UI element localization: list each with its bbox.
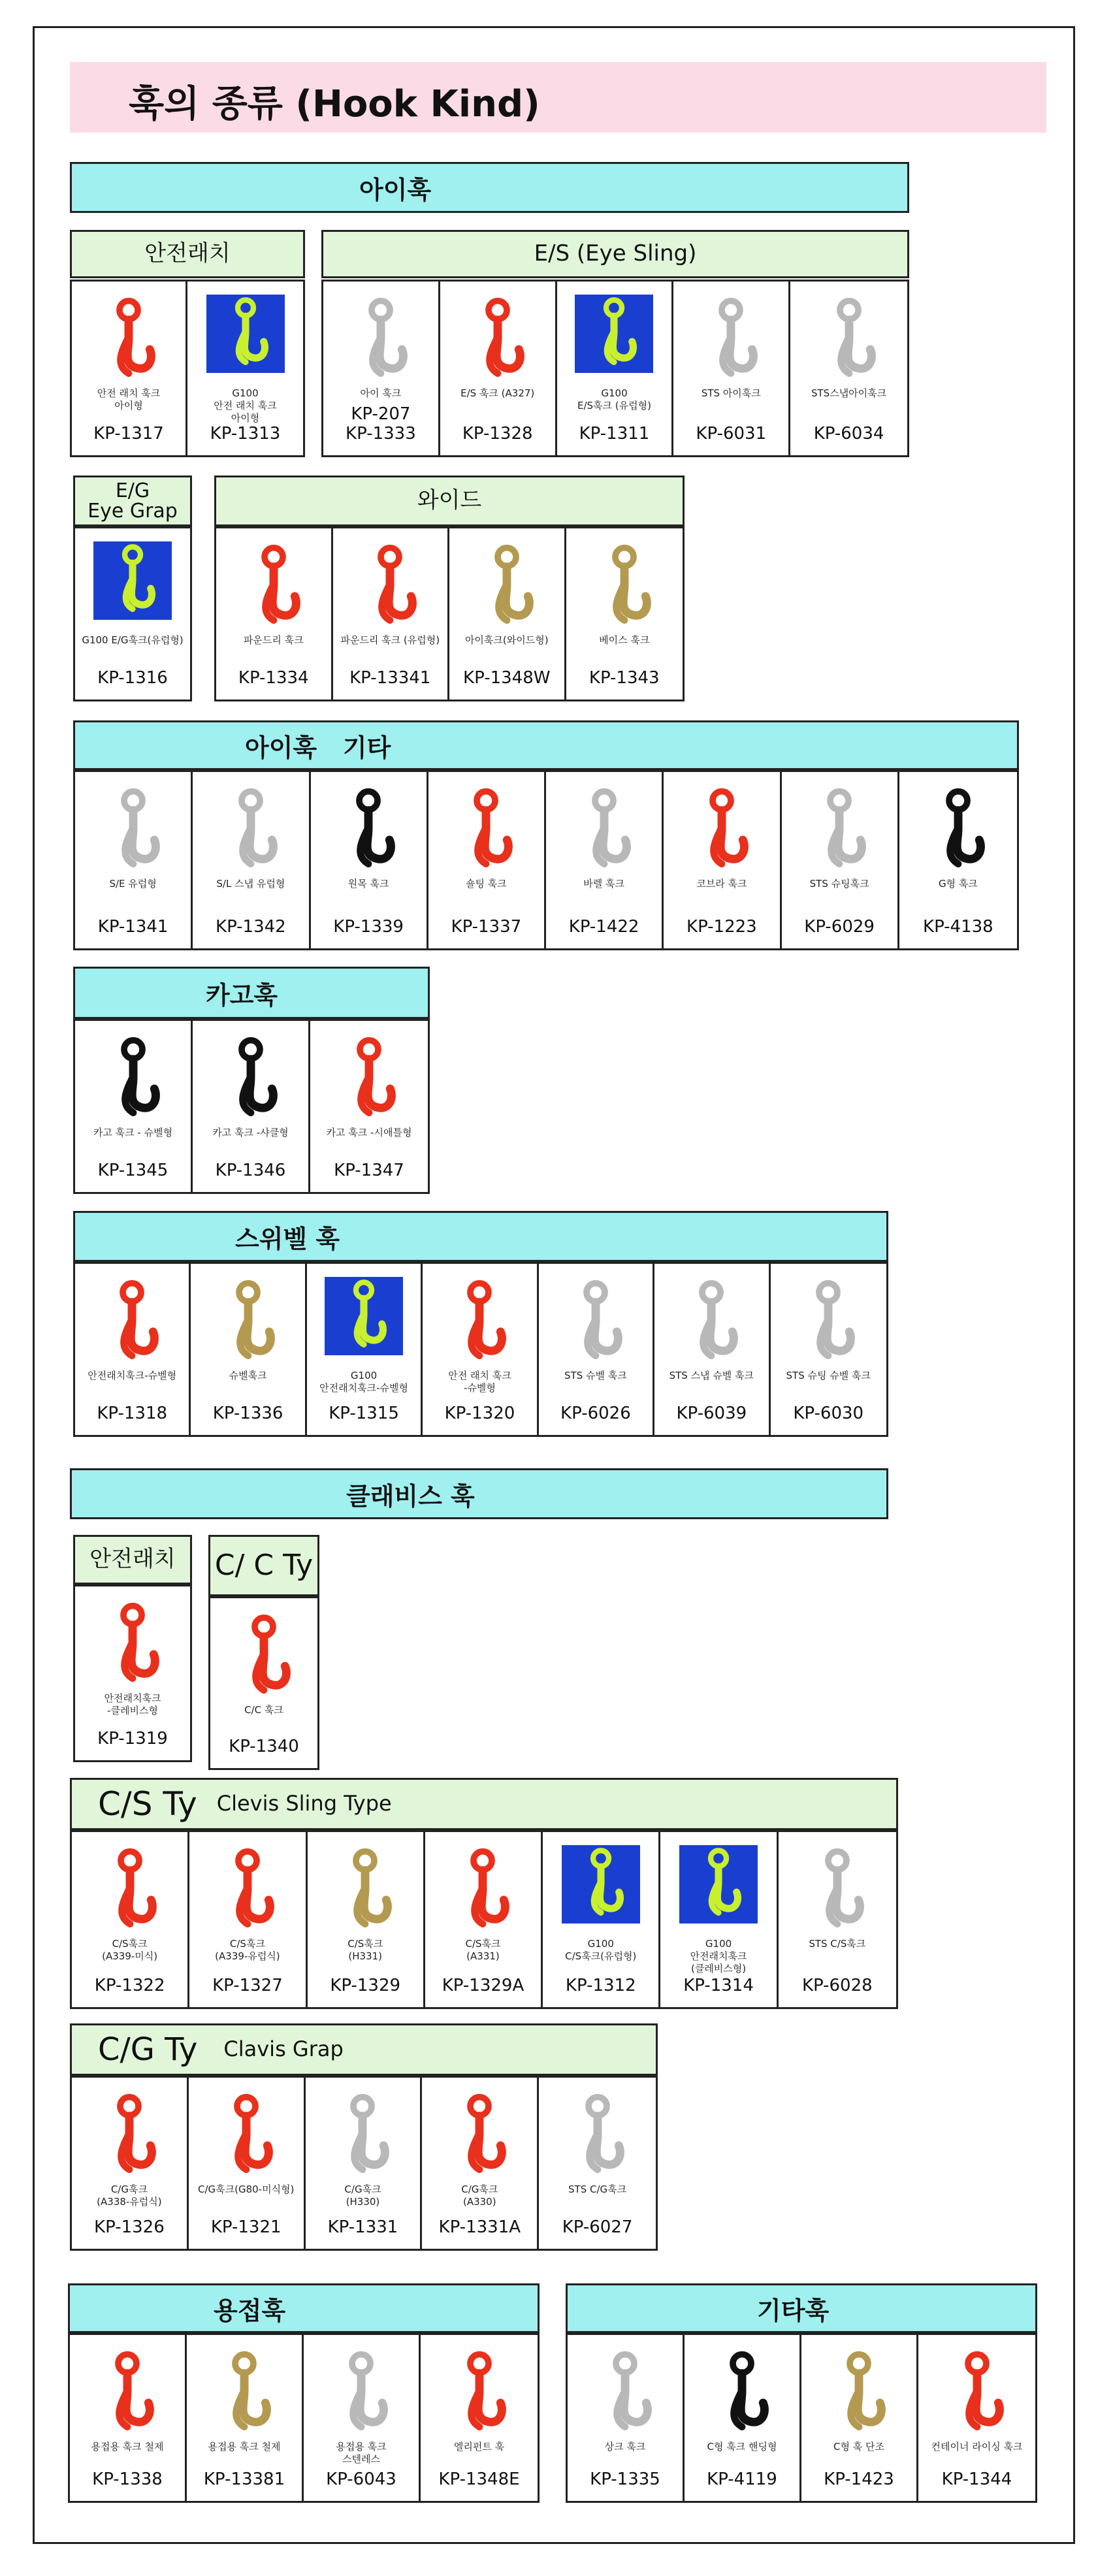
- silver-se-hook-icon: [97, 785, 169, 877]
- gold-swivel-hook-icon: [212, 1277, 284, 1368]
- product-code: KP-1342: [216, 917, 286, 937]
- product-description: 용접용 훅크 철제: [208, 2441, 281, 2453]
- red-foundry-hook-icon: [354, 541, 426, 633]
- product-description: C/S훅크 (A339-유럽식): [215, 1938, 280, 1962]
- product-description: STS 슈팅훅크: [809, 878, 869, 890]
- black-log-hook-icon: [332, 785, 404, 877]
- product-cell: [440, 282, 557, 455]
- grid-g3: [73, 526, 192, 701]
- product-description: G100 C/S훅크(유럽형): [565, 1938, 637, 1962]
- gold-cs-hook-icon: [329, 1845, 401, 1937]
- product-code: KP-1321: [210, 2217, 282, 2237]
- product-code: KP-1327: [212, 1976, 283, 1995]
- section-title: 용접훅: [214, 2296, 286, 2325]
- product-code: KP-1319: [97, 1729, 168, 1748]
- product-description: 코브라 훅크: [696, 878, 747, 890]
- product-description: S/E 유럽형: [109, 878, 157, 890]
- product-description: STS C/G훅크: [568, 2183, 627, 2195]
- product-cell: [189, 1832, 307, 2007]
- product-cell: [654, 1264, 770, 1435]
- green-clevis-latch-hook-icon: [679, 1845, 758, 1924]
- grid-g13: [566, 2333, 1037, 2503]
- product-description: 카고 훅크 - 슈벨형: [93, 1127, 173, 1138]
- product-cell: [187, 2335, 304, 2501]
- gold-wide-hook-icon: [471, 541, 543, 633]
- product-cell: [790, 282, 907, 455]
- product-cell: [75, 528, 190, 700]
- category-wide: 와이드: [214, 475, 685, 526]
- red-swivel-latch-hook-icon: [96, 1277, 168, 1368]
- product-cell: [72, 282, 187, 455]
- product-description: 상크 훅크: [604, 2441, 646, 2453]
- section-title: 스위벨 훅: [235, 1224, 340, 1253]
- section-title: 아이훅: [359, 175, 432, 204]
- section-swivel: [73, 1211, 888, 1262]
- product-code: KP-1320: [444, 1404, 515, 1423]
- product-description: 슈벨훅크: [229, 1370, 267, 1381]
- product-description: STS스냅아이훅크: [811, 387, 887, 399]
- product-description: C/G훅크 (H330): [344, 2183, 381, 2208]
- product-cell: [311, 772, 428, 948]
- category-cs-label: C/S Ty: [98, 1784, 197, 1823]
- product-code: KP-1335: [590, 2470, 660, 2489]
- product-cell: [899, 772, 1017, 948]
- product-code: KP-1314: [683, 1976, 754, 1995]
- product-description: G100 E/S훅크 (유럽형): [577, 387, 651, 411]
- grid-g12: [68, 2333, 540, 2503]
- product-code: KP-1315: [329, 1404, 399, 1423]
- silver-cg-hook-icon: [327, 2091, 398, 2182]
- product-description: 안전 래치 훅크 -슈벨형: [448, 1370, 511, 1394]
- grid-g2: [321, 280, 909, 457]
- product-code: KP-1311: [579, 424, 650, 443]
- product-code: KP-1331A: [438, 2217, 521, 2237]
- green-cs-hook-icon: [562, 1845, 640, 1924]
- stainless-shooting-swivel-hook-icon: [792, 1277, 864, 1368]
- gold-weld-hook-icon: [208, 2348, 280, 2439]
- product-description: 베이스 훅크: [599, 634, 650, 646]
- silver-eye-hook-icon: [345, 295, 417, 386]
- product-cell: [428, 772, 546, 948]
- grid-g9: [208, 1596, 319, 1770]
- product-cell: [216, 528, 333, 700]
- product-cell: [187, 282, 303, 455]
- product-description: STS 아이훅크: [701, 387, 761, 399]
- product-description: STS 슈벨 훅크: [564, 1370, 627, 1381]
- product-description: 아이 훅크: [360, 387, 402, 399]
- grid-g5: [73, 770, 1019, 950]
- green-swivel-latch-hook-icon: [325, 1277, 403, 1355]
- grid-g4: [214, 526, 685, 701]
- red-cg-hook-icon: [93, 2091, 165, 2182]
- grid-g11: [70, 2076, 658, 2251]
- black-c-hook-icon: [706, 2348, 778, 2439]
- product-description: C/C 훅크: [244, 1704, 283, 1716]
- product-code: KP-1331: [327, 2217, 398, 2237]
- product-code: KP-1345: [97, 1161, 169, 1180]
- product-code: KP-1347: [334, 1161, 404, 1180]
- category-clevis-latch: 안전래치: [73, 1535, 192, 1585]
- product-cell: [918, 2335, 1035, 2501]
- product-code: KP-1346: [215, 1161, 286, 1180]
- product-code: KP-6039: [676, 1404, 747, 1423]
- product-cell: [423, 1264, 538, 1435]
- product-code: KP-6028: [801, 1976, 873, 1995]
- product-cell: [664, 772, 781, 948]
- product-description: C/G훅크 (A338-유럽식): [97, 2183, 162, 2208]
- product-cell: [449, 528, 566, 700]
- green-eye-latch-hook-icon: [206, 295, 285, 373]
- section-cargo: [73, 967, 430, 1019]
- green-eye-grab-hook-icon: [93, 541, 172, 620]
- product-code: KP-4138: [923, 917, 993, 937]
- red-clevis-latch-hook-icon: [97, 1600, 169, 1691]
- product-code: KP-1339: [333, 917, 404, 937]
- product-description: 바렐 훅크: [583, 878, 624, 890]
- product-description: 안전 래치 훅크 아이형: [97, 387, 161, 411]
- product-code: KP-1341: [97, 917, 169, 937]
- section-clevis: [70, 1468, 888, 1519]
- product-code: KP-207 KP-1333: [346, 404, 416, 443]
- red-cs-hook-icon: [447, 1845, 519, 1937]
- product-code: KP-1316: [97, 668, 168, 688]
- green-eye-hook-icon: [575, 295, 653, 373]
- silver-shank-hook-icon: [589, 2348, 661, 2439]
- silver-sl-snap-hook-icon: [215, 785, 287, 877]
- product-cell: [191, 1264, 306, 1435]
- stainless-snap-eye-hook-icon: [813, 295, 885, 386]
- stainless-swivel-hook-icon: [560, 1277, 632, 1368]
- product-code: KP-6026: [560, 1404, 631, 1423]
- product-code: KP-6029: [804, 917, 875, 937]
- stainless-weld-hook-icon: [325, 2348, 397, 2439]
- product-code: KP-1318: [97, 1404, 168, 1423]
- product-code: KP-1322: [94, 1976, 165, 1995]
- product-code: KP-1329A: [442, 1976, 524, 1995]
- product-code: KP-6043: [326, 2470, 396, 2489]
- category-cg-label: C/G Ty: [98, 2031, 198, 2068]
- category-ct: C/ C Ty: [208, 1535, 319, 1596]
- gold-base-hook-icon: [589, 541, 660, 633]
- product-cell: [323, 282, 440, 455]
- product-cell: [333, 528, 450, 700]
- grid-g6: [73, 1019, 430, 1194]
- product-code: KP-1348E: [438, 2470, 520, 2489]
- product-code: KP-1422: [568, 917, 639, 937]
- grid-g7: [73, 1262, 888, 1437]
- product-description: C/S훅크 (A339-미식): [102, 1938, 158, 1962]
- black-cargo-shackle-hook-icon: [215, 1034, 287, 1125]
- product-description: STS C/S훅크: [809, 1938, 866, 1950]
- product-cell: [306, 2078, 423, 2249]
- product-description: C/S훅크 (H331): [347, 1938, 383, 1962]
- barrel-hook-icon: [568, 785, 640, 877]
- black-g-hook-icon: [922, 785, 994, 877]
- product-code: KP-1338: [92, 2470, 163, 2489]
- product-description: STS 스냅 슈벨 훅크: [669, 1370, 754, 1381]
- product-cell: [310, 1021, 428, 1192]
- product-cell: [422, 2078, 539, 2249]
- product-cell: [782, 772, 899, 948]
- category-cs: [70, 1778, 898, 1830]
- product-code: KP-6031: [696, 424, 767, 443]
- product-code: KP-13341: [349, 668, 431, 688]
- red-weld-hook-icon: [91, 2348, 163, 2439]
- product-cell: [557, 282, 674, 455]
- product-cell: [425, 1832, 543, 2007]
- product-description: G형 훅크: [938, 878, 978, 890]
- product-code: KP-1312: [565, 1976, 636, 1995]
- product-code: KP-1329: [330, 1976, 401, 1995]
- product-description: E/S 훅크 (A327): [460, 387, 535, 399]
- red-swivel-latch-hook-icon: [444, 1277, 515, 1368]
- red-container-lashing-hook-icon: [941, 2348, 1013, 2439]
- product-code: KP-1313: [210, 424, 281, 443]
- product-cell: [539, 1264, 654, 1435]
- product-cell: [70, 2335, 187, 2501]
- product-cell: [308, 1832, 425, 2007]
- category-safety-latch: 안전래치: [70, 230, 305, 278]
- product-cell: [660, 1832, 778, 2007]
- product-code: KP-6034: [813, 424, 884, 443]
- product-description: S/L 스냅 유럽형: [216, 878, 285, 890]
- product-cell: [72, 2078, 189, 2249]
- product-description: 컨테이너 라이싱 훅크: [931, 2441, 1023, 2453]
- product-description: C/S훅크 (A331): [465, 1938, 501, 1962]
- product-cell: [421, 2335, 538, 2501]
- product-code: KP-1336: [212, 1404, 283, 1423]
- section-title: 아이훅 기타: [245, 733, 391, 762]
- product-cell: [75, 772, 193, 948]
- product-description: G100 안전 래치 훅크 아이형: [214, 387, 277, 424]
- stainless-shooting-hook-icon: [803, 785, 875, 877]
- product-cell: [75, 1586, 190, 1760]
- stainless-eye-hook-icon: [695, 295, 767, 386]
- product-code: KP-1348W: [463, 668, 551, 688]
- red-cc-hook-icon: [228, 1611, 300, 1703]
- product-description: C/G훅크 (A330): [461, 2183, 498, 2208]
- product-code: KP-1344: [941, 2470, 1012, 2489]
- grid-g8: [73, 1585, 192, 1762]
- product-description: 파운드리 훅크 (유럽형): [340, 634, 440, 646]
- product-description: 엘리펀트 훅: [453, 2441, 505, 2453]
- red-eye-hook-icon: [462, 295, 534, 386]
- category-eg: E/G Eye Grap: [73, 475, 192, 526]
- product-code: KP-1328: [462, 424, 533, 443]
- product-code: KP-1223: [686, 917, 757, 937]
- stainless-snap-swivel-hook-icon: [675, 1277, 747, 1368]
- section-eye-etc: [73, 720, 1019, 770]
- stainless-cs-hook-icon: [801, 1845, 873, 1937]
- product-description: 용접용 훅크 철제: [91, 2441, 164, 2453]
- product-description: G100 안전래치훅크-슈벨형: [319, 1370, 408, 1394]
- product-description: 아이훅크(와이드형): [464, 634, 549, 646]
- product-code: KP-1343: [589, 668, 660, 688]
- product-cell: [304, 2335, 421, 2501]
- product-code: KP-4119: [707, 2470, 777, 2489]
- red-cobra-hook-icon: [686, 785, 758, 877]
- product-cell: [568, 2335, 685, 2501]
- product-code: KP-1317: [93, 424, 164, 443]
- product-cell: [543, 1832, 660, 2007]
- page-title: 훅의 종류 (Hook Kind): [129, 83, 540, 125]
- product-description: 안전래치훅크 -클레비스형: [104, 1692, 161, 1716]
- grid-g1: [70, 280, 305, 457]
- category-cs-sublabel: Clevis Sling Type: [216, 1791, 392, 1816]
- product-cell: [189, 2078, 306, 2249]
- product-cell: [193, 772, 310, 948]
- product-description: G100 E/G훅크(유럽형): [82, 634, 184, 646]
- section-title: 클래비스 훅: [346, 1481, 475, 1511]
- product-description: C/G훅크(G80-미식형): [197, 2183, 295, 2195]
- red-elephant-hook-icon: [444, 2348, 515, 2439]
- product-description: G100 안전래치훅크 (클레비스형): [690, 1938, 747, 1974]
- product-code: KP-1340: [229, 1737, 299, 1756]
- product-description: C형 훅크 핸딩형: [707, 2441, 777, 2453]
- product-cell: [72, 1832, 189, 2007]
- product-code: KP-1334: [238, 668, 309, 688]
- product-cell: [779, 1832, 896, 2007]
- product-description: 숄팅 훅크: [466, 878, 507, 890]
- product-description: 안전래치훅크-슈벨형: [88, 1370, 177, 1381]
- product-description: 파운드리 훅크: [243, 634, 304, 646]
- product-description: C형 훅 단조: [833, 2441, 884, 2453]
- category-cg: [70, 2023, 658, 2076]
- product-description: STS 슈팅 슈벨 훅크: [786, 1370, 871, 1381]
- product-description: 카고 훅크 -시애틀형: [326, 1127, 412, 1138]
- stainless-cg-hook-icon: [562, 2091, 634, 2182]
- product-code: KP-1337: [451, 917, 522, 937]
- red-cs-hook-icon: [212, 1845, 283, 1937]
- red-foundry-hook-icon: [238, 541, 310, 633]
- gold-c-hook-icon: [823, 2348, 895, 2439]
- red-cs-hook-icon: [94, 1845, 166, 1937]
- product-cell: [307, 1264, 423, 1435]
- product-cell: [210, 1598, 317, 1768]
- product-description: 용접용 훅크 스텐레스: [336, 2441, 387, 2465]
- category-es: E/S (Eye Sling): [321, 230, 909, 278]
- red-cg-hook-icon: [444, 2091, 515, 2182]
- black-cargo-swivel-hook-icon: [97, 1034, 169, 1125]
- product-cell: [193, 1021, 310, 1192]
- product-cell: [673, 282, 790, 455]
- red-cg-hook-icon: [210, 2091, 282, 2182]
- section-eye: [70, 162, 909, 213]
- product-cell: [771, 1264, 886, 1435]
- grid-g10: [70, 1830, 898, 2009]
- product-code: KP-13381: [203, 2470, 285, 2489]
- section-other: [566, 2283, 1037, 2333]
- product-cell: [546, 772, 664, 948]
- product-description: 원목 훅크: [347, 878, 389, 890]
- red-shortening-hook-icon: [450, 785, 522, 877]
- product-code: KP-1326: [94, 2217, 165, 2237]
- title-bar: [70, 62, 1046, 133]
- section-title: 기타훅: [757, 2296, 830, 2325]
- category-cg-sublabel: Clavis Grap: [223, 2037, 344, 2062]
- red-eye-latch-hook-icon: [93, 295, 165, 386]
- section-title: 카고훅: [206, 980, 278, 1010]
- product-code: KP-6027: [562, 2217, 633, 2237]
- product-cell: [801, 2335, 918, 2501]
- product-cell: [539, 2078, 656, 2249]
- product-description: 카고 훅크 -샤클형: [212, 1127, 289, 1138]
- section-welding: [68, 2283, 540, 2333]
- red-cargo-seattle-hook-icon: [333, 1034, 405, 1125]
- product-code: KP-6030: [793, 1404, 864, 1423]
- product-cell: [75, 1021, 193, 1192]
- product-cell: [566, 528, 683, 700]
- product-cell: [75, 1264, 191, 1435]
- product-cell: [685, 2335, 801, 2501]
- product-code: KP-1423: [824, 2470, 894, 2489]
